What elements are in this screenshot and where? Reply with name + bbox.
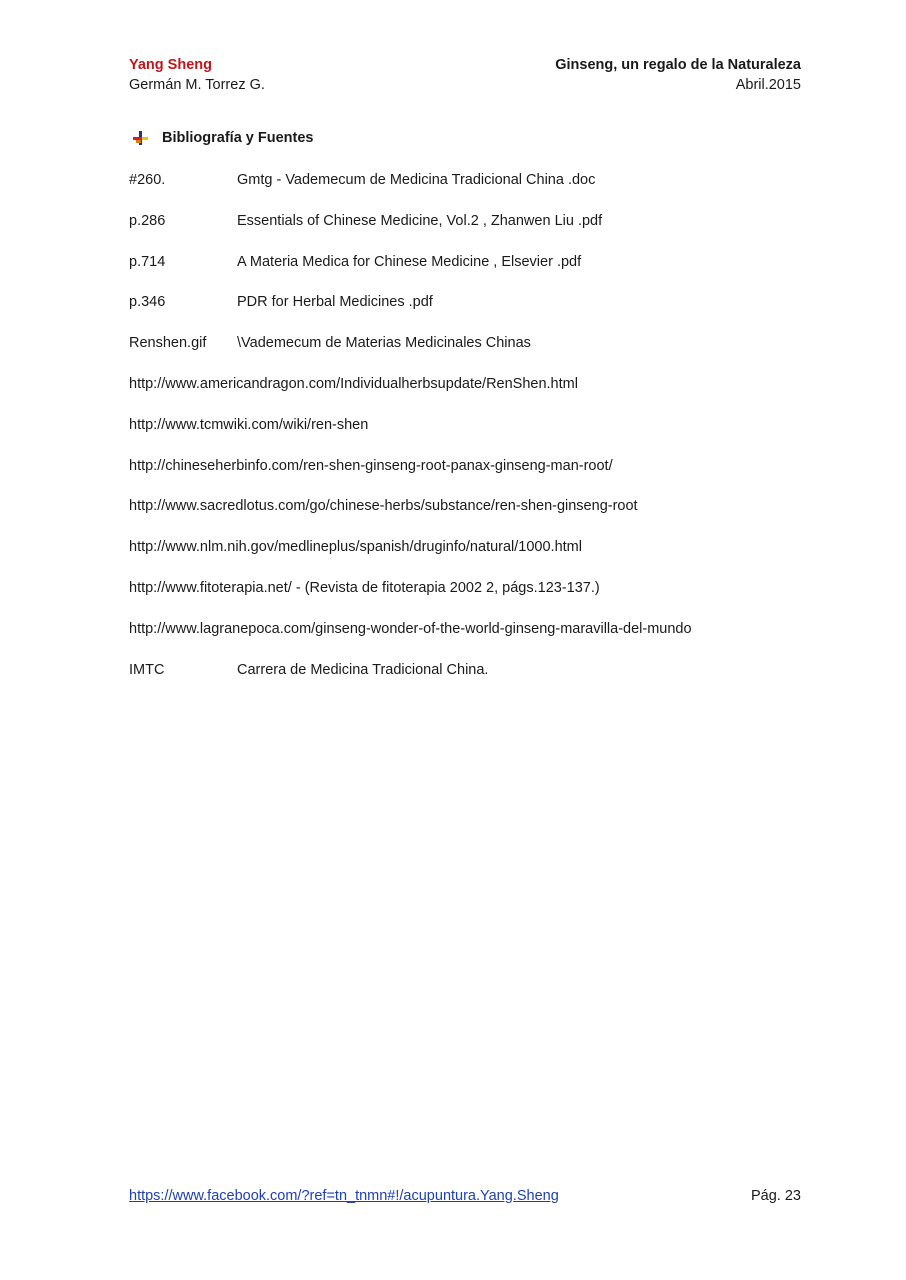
reference-text: http://www.lagranepoca.com/ginseng-wonder-of-the-world-ginseng-maravilla-del-mundo [129, 620, 692, 637]
header-left [129, 55, 265, 95]
reference-text: http://www.sacredlotus.com/go/chinese-herbs/substance/ren-shen-ginseng-root [129, 498, 638, 515]
reference-text: http://www.americandragon.com/Individualherbsupdate/RenShen.html [129, 375, 578, 392]
reference-code: #260. [129, 172, 166, 188]
reference-code: p.286 [129, 212, 166, 229]
reference-item [129, 456, 829, 497]
reference-text: http://www.fitoterapia.net/ - (Revista de fitoterapia 2002 2, págs.123-137.) [129, 579, 600, 596]
reference-text: http://chineseherbinfo.com/ren-shen-ginseng-root-panax-ginseng-man-root/ [129, 457, 613, 474]
reference-text: http://www.nlm.nih.gov/medlineplus/spanish/druginfo/natural/1000.html [129, 539, 582, 556]
bullet-icon [133, 131, 149, 145]
reference-text: PDR for Herbal Medicines .pdf [237, 294, 433, 311]
page-number: Pág. 23 [751, 1188, 801, 1204]
section-heading-label: Bibliografía y Fuentes [162, 130, 314, 146]
header-right [555, 55, 801, 95]
document-date: Abril.2015 [735, 77, 801, 93]
reference-item [129, 292, 829, 333]
reference-item [129, 374, 829, 415]
reference-item [129, 211, 829, 252]
reference-code: Renshen.gif [129, 335, 207, 352]
reference-code: p.714 [129, 253, 166, 270]
reference-item [129, 578, 829, 619]
reference-text: \Vademecum de Materias Medicinales Chinas [237, 335, 531, 352]
reference-item [129, 170, 829, 211]
reference-code: p.346 [129, 294, 166, 311]
reference-text: Carrera de Medicina Tradicional China. [237, 661, 489, 678]
reference-item [129, 333, 829, 374]
reference-code: IMTC [129, 661, 165, 678]
reference-item [129, 660, 829, 701]
reference-text: Gmtg - Vademecum de Medicina Tradicional China .doc [237, 172, 596, 188]
reference-item [129, 252, 829, 293]
reference-item [129, 415, 829, 456]
footer-facebook-link[interactable]: https://www.facebook.com/?ref=tn_tnmn#!/acupuntura.Yang.Sheng [129, 1188, 559, 1204]
reference-list [129, 170, 829, 700]
section-heading [133, 128, 313, 148]
author-name: Germán M. Torrez G. [129, 77, 265, 93]
reference-item [129, 537, 829, 578]
document-title: Ginseng, un regalo de la Naturaleza [555, 57, 801, 73]
reference-text: http://www.tcmwiki.com/wiki/ren-shen [129, 416, 369, 433]
reference-item [129, 496, 829, 537]
reference-text: Essentials of Chinese Medicine, Vol.2 , Zhanwen Liu .pdf [237, 212, 603, 229]
reference-text: A Materia Medica for Chinese Medicine , Elsevier .pdf [237, 253, 582, 270]
reference-item [129, 619, 829, 660]
brand-name: Yang Sheng [129, 57, 212, 73]
